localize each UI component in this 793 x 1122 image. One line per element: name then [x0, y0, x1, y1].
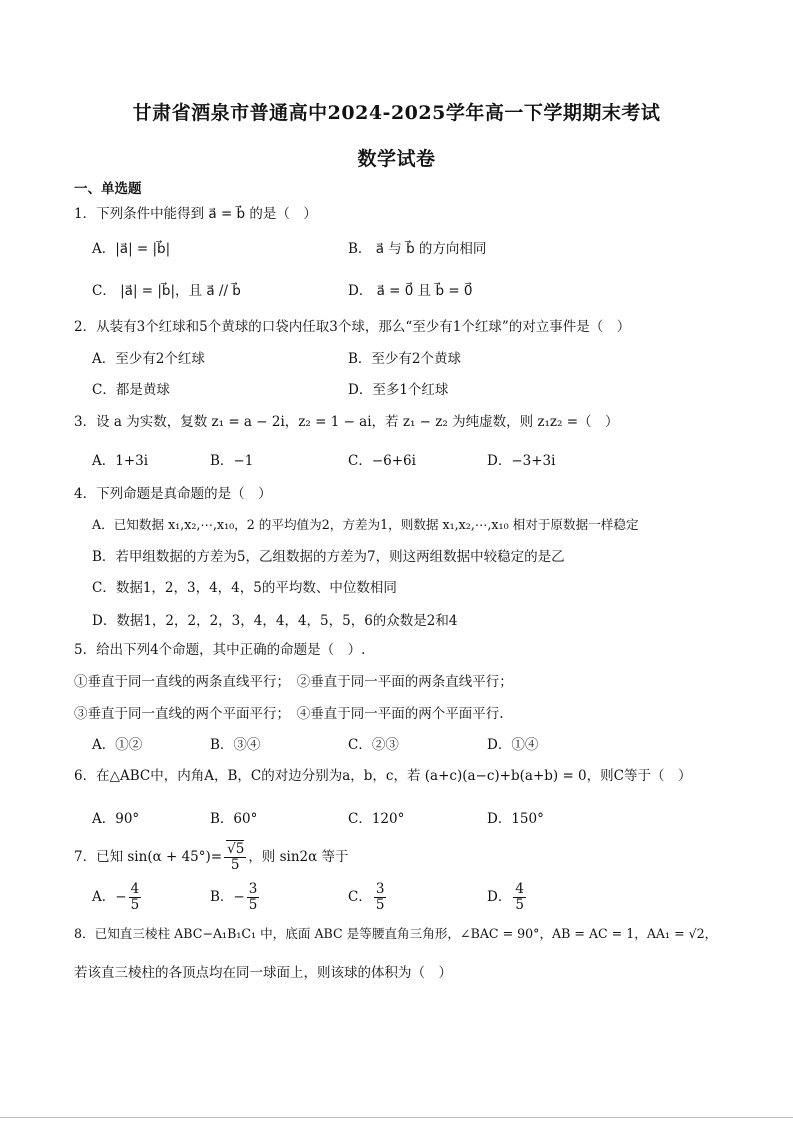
question-8-stem: 8．已知直三棱柱 ABC−A₁B₁C₁ 中，底面 ABC 是等腰直角三角形，∠BAC = 90°，AB = AC = 1，AA₁ = √2，	[74, 926, 718, 941]
question-1-option-d[interactable]: D． a⃗ = 0⃗ 且 b⃗ = 0⃗	[348, 283, 473, 299]
question-7-fraction-den: 5	[230, 857, 240, 873]
question-5-statements-1: ①垂直于同一直线的两条直线平行； ②垂直于同一平面的两条直线平行；	[74, 674, 513, 690]
question-7-option-a[interactable]: A．− $\frac{4}{5}$	[92, 881, 140, 913]
question-7-fraction	[224, 842, 246, 873]
question-3-stem: 3．设 a 为实数，复数 z₁ = a − 2i，z₂ = 1 − ai，若 z₁ − z₂ 为纯虚数，则 z₁z₂ =（ ）	[74, 414, 619, 430]
question-3-option-a[interactable]: A．1+3i	[92, 453, 149, 469]
question-1-option-c[interactable]: C． |a⃗| = |b⃗|，且 a⃗ // b⃗	[92, 283, 241, 299]
question-2-option-b[interactable]: B．至少有2个黄球	[348, 351, 462, 367]
question-4-option-d[interactable]: D．数据1，2，2，2，3，4，4，4，5，5，6的众数是2和4	[92, 613, 458, 629]
question-3-option-b[interactable]: B．−1	[210, 453, 254, 469]
question-3-option-d[interactable]: D．−3+3i	[487, 453, 556, 469]
question-5-option-d[interactable]: D．①④	[487, 737, 539, 753]
question-6-option-c[interactable]: C．120°	[348, 811, 405, 827]
question-8-stem-continued: 若该直三棱柱的各顶点均在同一球面上，则该球的体积为（ ）	[74, 965, 452, 981]
question-5-option-a[interactable]: A．①②	[92, 737, 143, 753]
question-4-option-a[interactable]: A．已知数据 x₁,x₂,⋯,x₁₀，2 的平均值为2，方差为1，则数据 x₁,x₂,⋯,x₁₀ 相对于原数据一样稳定	[92, 517, 639, 532]
question-7-option-d[interactable]: D． $\frac{4}{5}$	[487, 881, 524, 913]
question-4-option-c[interactable]: C．数据1，2，3，4，4，5的平均数、中位数相同	[92, 580, 397, 596]
question-4-stem: 4．下列命题是真命题的是（ ）	[74, 486, 272, 502]
question-2-option-a[interactable]: A．至少有2个红球	[92, 351, 205, 367]
question-6-stem: 6．在△ABC中，内角A，B，C的对边分别为a，b，c，若 (a+c)(a−c)+b(a+b) = 0，则C等于（ ）	[74, 768, 692, 784]
question-6-option-b[interactable]: B．60°	[210, 811, 258, 827]
question-7-stem-post: ，则 sin2α 等于	[248, 849, 349, 865]
question-1-option-b[interactable]: B． a⃗ 与 b⃗ 的方向相同	[348, 241, 487, 257]
question-1-stem: 1．下列条件中能得到 a⃗ = b⃗ 的是（ ）	[74, 206, 317, 222]
question-5-stem: 5．给出下列4个命题，其中正确的命题是（ ）.	[74, 642, 366, 658]
question-7-option-c[interactable]: C． $\frac{3}{5}$	[348, 881, 385, 913]
question-6-option-a[interactable]: A．90°	[92, 811, 140, 827]
exam-subtitle: 数学试卷	[357, 148, 436, 170]
question-3-option-c[interactable]: C．−6+6i	[348, 453, 416, 469]
page-bottom-divider	[0, 1117, 793, 1118]
question-5-option-b[interactable]: B．③④	[210, 737, 261, 753]
question-4-option-b[interactable]: B．若甲组数据的方差为5，乙组数据的方差为7，则这两组数据中较稳定的是乙	[92, 549, 565, 565]
question-6-option-d[interactable]: D．150°	[487, 811, 544, 827]
question-7-fraction-num: √5	[224, 842, 246, 858]
exam-title: 甘肃省酒泉市普通高中2024-2025学年高一下学期期末考试	[132, 102, 661, 124]
question-7-stem-pre: 7．已知 sin(α + 45°)=	[74, 849, 223, 865]
question-7-option-b[interactable]: B．− $\frac{3}{5}$	[210, 881, 258, 913]
section-heading-single-choice: 一、单选题	[74, 181, 142, 197]
question-2-stem: 2．从装有3个红球和5个黄球的口袋内任取3个球，那么“至少有1个红球”的对立事件是（ ）	[74, 319, 631, 335]
question-7-stem	[74, 842, 349, 873]
question-5-option-c[interactable]: C．②③	[348, 737, 399, 753]
question-5-statements-2: ③垂直于同一直线的两个平面平行； ④垂直于同一平面的两个平面平行.	[74, 706, 504, 722]
question-2-option-d[interactable]: D．至多1个红球	[348, 382, 449, 398]
question-1-option-a[interactable]: A．|a⃗| = |b⃗|	[92, 241, 171, 257]
question-2-option-c[interactable]: C．都是黄球	[92, 382, 170, 398]
